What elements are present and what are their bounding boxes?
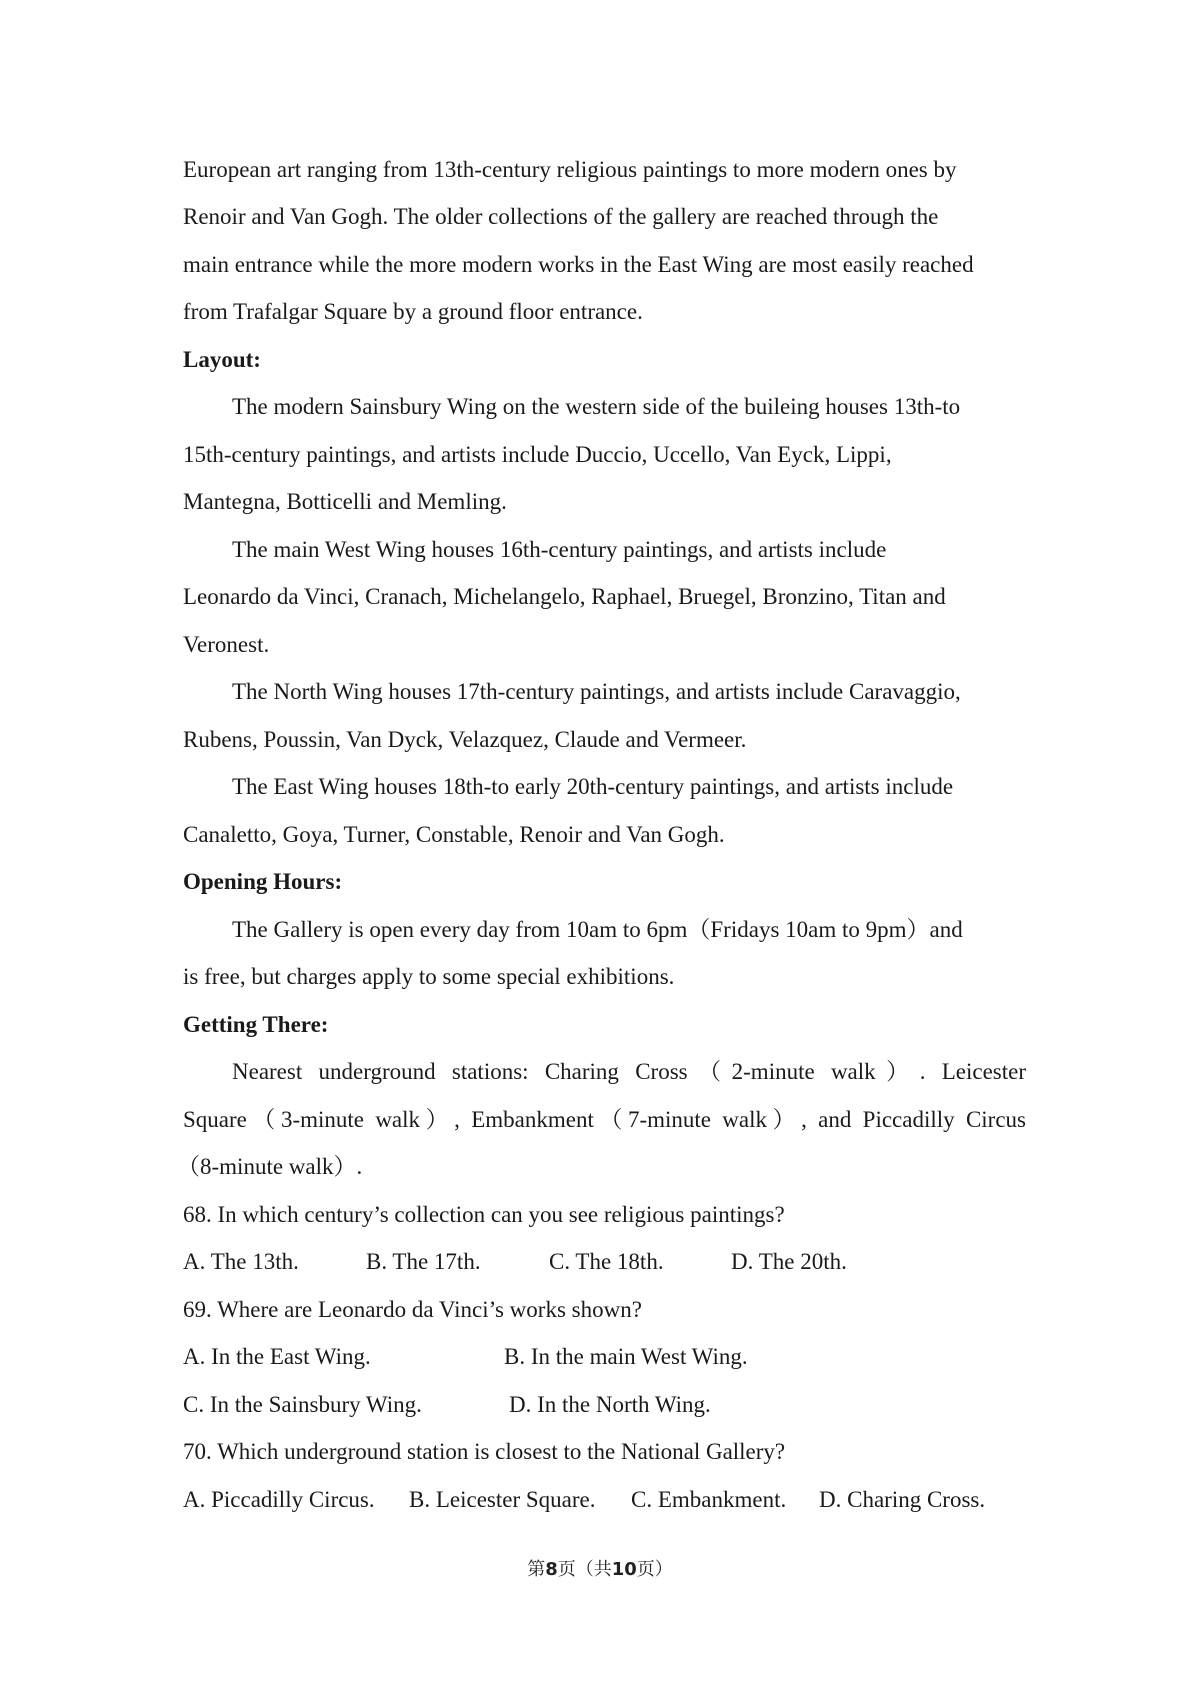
- layout-line: Veronest.: [183, 632, 270, 657]
- answer-option: C. In the Sainsbury Wing.: [183, 1392, 422, 1417]
- question-stem: 69. Where are Leonardo da Vinci’s works shown?: [183, 1297, 642, 1322]
- section-heading-opening-hours: Opening Hours:: [183, 869, 343, 894]
- getting-there-line: Nearest underground stations: Charing Cross（2-minute walk）. Leicester: [232, 1059, 1026, 1084]
- footer-suffix: 页）: [636, 1559, 673, 1580]
- intro-line: main entrance while the more modern works in the East Wing are most easily reached: [183, 252, 974, 277]
- opening-hours-line: is free, but charges apply to some special exhibitions.: [183, 964, 675, 989]
- answer-option: A. The 13th.: [183, 1249, 299, 1274]
- layout-line: The North Wing houses 17th-century paintings, and artists include Caravaggio,: [232, 679, 961, 704]
- answer-option: A. In the East Wing.: [183, 1344, 371, 1369]
- answer-option: A. Piccadilly Circus.: [183, 1487, 375, 1512]
- answer-option: D. The 20th.: [731, 1249, 847, 1274]
- answer-option: B. Leicester Square.: [409, 1487, 596, 1512]
- layout-line: 15th-century paintings, and artists include Duccio, Uccello, Van Eyck, Lippi,: [183, 442, 892, 467]
- answer-option: C. The 18th.: [549, 1249, 664, 1274]
- footer-middle: 页（共: [557, 1559, 612, 1580]
- layout-line: The main West Wing houses 16th-century paintings, and artists include: [232, 537, 887, 562]
- section-heading-layout: Layout:: [183, 347, 261, 372]
- question-stem: 70. Which underground station is closest to the National Gallery?: [183, 1439, 786, 1464]
- question-stem: 68. In which century’s collection can you see religious paintings?: [183, 1202, 785, 1227]
- footer-total-pages: 10: [611, 1559, 637, 1580]
- intro-line: from Trafalgar Square by a ground floor entrance.: [183, 299, 643, 324]
- layout-line: Canaletto, Goya, Turner, Constable, Renoir and Van Gogh.: [183, 822, 725, 847]
- getting-there-line: Square（3-minute walk）, Embankment（7-minute walk）, and Piccadilly Circus: [183, 1107, 1026, 1132]
- layout-line: The East Wing houses 18th-to early 20th-century paintings, and artists include: [232, 774, 954, 799]
- page-footer: [0, 1558, 1200, 1582]
- layout-line: Mantegna, Botticelli and Memling.: [183, 489, 507, 514]
- intro-line: Renoir and Van Gogh. The older collections of the gallery are reached through the: [183, 204, 939, 229]
- intro-line: European art ranging from 13th-century religious paintings to more modern ones by: [183, 157, 957, 182]
- layout-line: Leonardo da Vinci, Cranach, Michelangelo, Raphael, Bruegel, Bronzino, Titan and: [183, 584, 946, 609]
- getting-there-line: （8-minute walk）.: [177, 1154, 363, 1179]
- answer-option: B. In the main West Wing.: [504, 1344, 748, 1369]
- footer-page-number: 8: [545, 1559, 558, 1580]
- section-heading-getting-there: Getting There:: [183, 1012, 329, 1037]
- footer-prefix: 第: [527, 1559, 546, 1580]
- layout-line: Rubens, Poussin, Van Dyck, Velazquez, Claude and Vermeer.: [183, 727, 747, 752]
- answer-option: C. Embankment.: [631, 1487, 787, 1512]
- answer-option: D. Charing Cross.: [819, 1487, 986, 1512]
- answer-option: B. The 17th.: [366, 1249, 481, 1274]
- answer-option: D. In the North Wing.: [509, 1392, 711, 1417]
- opening-hours-line: The Gallery is open every day from 10am to 6pm（Fridays 10am to 9pm）and: [232, 917, 963, 942]
- layout-line: The modern Sainsbury Wing on the western side of the buileing houses 13th-to: [232, 394, 961, 419]
